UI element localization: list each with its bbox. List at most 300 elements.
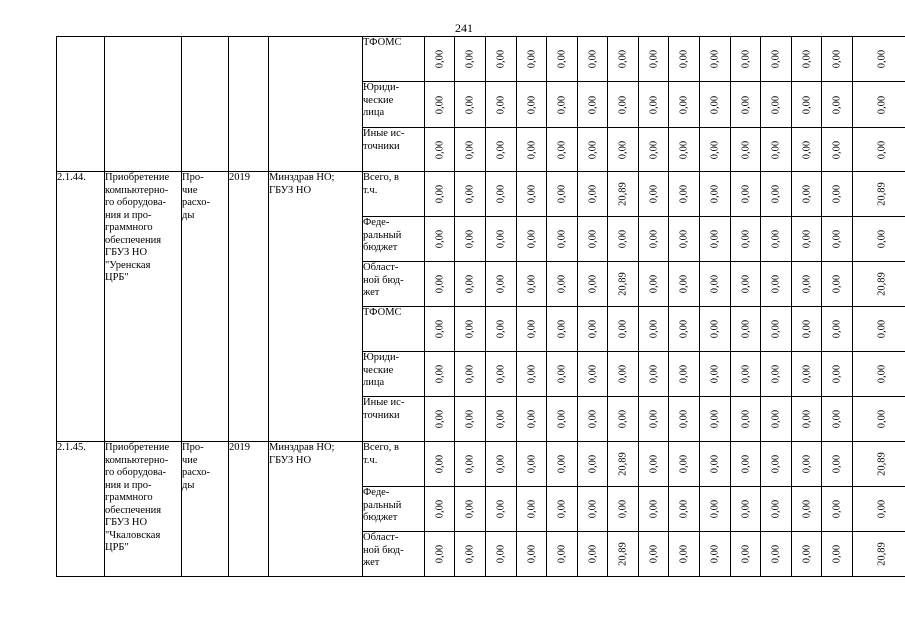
value-text: 0,00 bbox=[770, 140, 782, 159]
value-cell bbox=[486, 82, 517, 128]
value-text: 0,00 bbox=[556, 499, 568, 519]
value-text: 20,89 bbox=[617, 452, 629, 476]
item-title-cell bbox=[105, 37, 182, 172]
value-cell bbox=[761, 532, 792, 577]
value-text: 0,00 bbox=[587, 409, 598, 429]
value-cell bbox=[455, 532, 486, 577]
value-text: 0,00 bbox=[770, 229, 782, 249]
value-cell bbox=[578, 442, 608, 487]
item-title-cell: Приобретение компьютерно- го оборудова- ния и про- граммного обеспечения ГБУЗ НО "Чкаловская ЦРБ" bbox=[105, 442, 182, 577]
value-cell bbox=[608, 307, 639, 352]
value-text: 0,00 bbox=[876, 229, 887, 249]
value-text: 0,00 bbox=[876, 95, 887, 114]
value-text: 0,00 bbox=[556, 454, 568, 474]
value-text: 0,00 bbox=[770, 274, 782, 294]
row-total-value bbox=[853, 217, 905, 262]
value-text: 20,89 bbox=[617, 182, 629, 206]
value-cell bbox=[547, 37, 578, 82]
value-cell bbox=[669, 352, 700, 397]
funding-source-cell: Всего, в т.ч. bbox=[363, 172, 425, 217]
value-text: 0,00 bbox=[709, 49, 721, 69]
value-cell bbox=[731, 37, 761, 82]
value-text: 0,00 bbox=[709, 274, 721, 294]
value-text: 0,00 bbox=[740, 95, 751, 114]
value-text: 0,00 bbox=[709, 184, 721, 204]
value-cell bbox=[792, 532, 822, 577]
value-cell bbox=[425, 352, 455, 397]
value-cell bbox=[731, 262, 761, 307]
value-text: 0,00 bbox=[587, 319, 598, 339]
value-text: 0,00 bbox=[587, 499, 598, 519]
value-text: 0,00 bbox=[495, 319, 507, 339]
value-cell bbox=[578, 172, 608, 217]
value-cell bbox=[455, 442, 486, 487]
value-cell bbox=[547, 442, 578, 487]
value-text: 0,00 bbox=[678, 95, 690, 114]
item-number-cell: 2.1.44. bbox=[57, 172, 105, 442]
value-text: 0,00 bbox=[770, 499, 782, 519]
value-cell bbox=[517, 217, 547, 262]
expense-type-cell: Про- чие расхо- ды bbox=[182, 172, 229, 442]
value-text: 0,00 bbox=[831, 364, 843, 384]
value-cell bbox=[669, 487, 700, 532]
value-text: 0,00 bbox=[526, 95, 537, 114]
value-text: 0,00 bbox=[434, 409, 445, 429]
value-text: 0,00 bbox=[617, 229, 629, 249]
value-cell bbox=[486, 352, 517, 397]
value-text: 0,00 bbox=[495, 454, 507, 474]
funding-source-cell: Юриди- ческие лица bbox=[363, 82, 425, 128]
item-number-cell: 2.1.45. bbox=[57, 442, 105, 577]
value-cell bbox=[639, 352, 669, 397]
value-text: 0,00 bbox=[648, 454, 659, 474]
value-text: 0,00 bbox=[526, 229, 537, 249]
value-text: 0,00 bbox=[556, 49, 568, 69]
value-cell bbox=[822, 352, 853, 397]
value-cell bbox=[425, 397, 455, 442]
value-text: 0,00 bbox=[801, 409, 812, 429]
value-text: 0,00 bbox=[801, 499, 812, 519]
value-text: 0,00 bbox=[831, 274, 843, 294]
value-cell bbox=[731, 307, 761, 352]
value-cell bbox=[517, 262, 547, 307]
value-cell bbox=[639, 397, 669, 442]
value-cell bbox=[669, 217, 700, 262]
value-cell bbox=[547, 82, 578, 128]
value-text: 0,00 bbox=[770, 319, 782, 339]
row-total-value bbox=[853, 262, 905, 307]
value-text: 0,00 bbox=[740, 544, 751, 564]
value-text: 0,00 bbox=[587, 229, 598, 249]
value-cell bbox=[822, 82, 853, 128]
value-cell bbox=[731, 442, 761, 487]
value-text: 0,00 bbox=[587, 544, 598, 564]
value-cell bbox=[425, 442, 455, 487]
value-cell bbox=[608, 352, 639, 397]
value-text: 0,00 bbox=[464, 95, 476, 114]
value-text: 0,00 bbox=[526, 409, 537, 429]
value-cell bbox=[792, 397, 822, 442]
row-total-value bbox=[853, 352, 905, 397]
value-cell bbox=[792, 128, 822, 172]
value-text: 0,00 bbox=[434, 454, 445, 474]
value-cell bbox=[455, 172, 486, 217]
value-cell bbox=[547, 262, 578, 307]
row-total-value bbox=[853, 397, 905, 442]
value-text: 20,89 bbox=[876, 542, 887, 566]
value-cell bbox=[486, 217, 517, 262]
row-total-value bbox=[853, 37, 905, 82]
value-text: 0,00 bbox=[464, 274, 476, 294]
value-text: 0,00 bbox=[709, 454, 721, 474]
value-text: 0,00 bbox=[801, 49, 812, 69]
row-total-value bbox=[853, 128, 905, 172]
row-total-value bbox=[853, 307, 905, 352]
value-text: 0,00 bbox=[617, 140, 629, 159]
row-total-value bbox=[853, 532, 905, 577]
value-cell bbox=[578, 532, 608, 577]
value-text: 0,00 bbox=[648, 229, 659, 249]
value-cell bbox=[425, 262, 455, 307]
value-text: 0,00 bbox=[434, 95, 445, 114]
row-total-value bbox=[853, 172, 905, 217]
value-cell bbox=[455, 262, 486, 307]
value-text: 0,00 bbox=[770, 95, 782, 114]
value-cell bbox=[639, 442, 669, 487]
value-cell bbox=[608, 262, 639, 307]
value-cell bbox=[822, 262, 853, 307]
value-cell bbox=[700, 262, 731, 307]
value-text: 0,00 bbox=[617, 95, 629, 114]
value-text: 0,00 bbox=[434, 499, 445, 519]
value-text: 0,00 bbox=[740, 364, 751, 384]
value-cell bbox=[578, 352, 608, 397]
value-text: 0,00 bbox=[876, 364, 887, 384]
value-cell bbox=[608, 487, 639, 532]
value-text: 0,00 bbox=[648, 49, 659, 69]
value-cell bbox=[639, 37, 669, 82]
value-cell bbox=[639, 307, 669, 352]
value-text: 0,00 bbox=[495, 544, 507, 564]
budget-table bbox=[56, 36, 905, 577]
value-cell bbox=[639, 217, 669, 262]
value-cell bbox=[792, 217, 822, 262]
value-text: 0,00 bbox=[770, 454, 782, 474]
value-text: 0,00 bbox=[740, 49, 751, 69]
value-cell bbox=[700, 217, 731, 262]
value-text: 0,00 bbox=[587, 184, 598, 204]
value-cell bbox=[669, 262, 700, 307]
value-cell bbox=[608, 217, 639, 262]
value-cell bbox=[578, 128, 608, 172]
value-cell bbox=[822, 487, 853, 532]
value-text: 0,00 bbox=[526, 274, 537, 294]
value-cell bbox=[822, 307, 853, 352]
value-text: 0,00 bbox=[831, 184, 843, 204]
funding-source-cell: ТФОМС bbox=[363, 37, 425, 82]
value-cell bbox=[822, 397, 853, 442]
funding-source-cell: Област- ной бюд- жет bbox=[363, 262, 425, 307]
value-cell bbox=[761, 487, 792, 532]
value-cell bbox=[486, 397, 517, 442]
value-cell bbox=[486, 487, 517, 532]
value-text: 0,00 bbox=[770, 544, 782, 564]
value-cell bbox=[792, 487, 822, 532]
value-cell bbox=[608, 37, 639, 82]
value-text: 0,00 bbox=[678, 454, 690, 474]
value-text: 0,00 bbox=[678, 409, 690, 429]
row-total-value bbox=[853, 82, 905, 128]
value-text: 0,00 bbox=[740, 319, 751, 339]
value-cell bbox=[486, 307, 517, 352]
value-text: 0,00 bbox=[709, 364, 721, 384]
value-text: 0,00 bbox=[801, 454, 812, 474]
value-cell bbox=[608, 172, 639, 217]
value-cell bbox=[700, 352, 731, 397]
value-text: 0,00 bbox=[434, 229, 445, 249]
value-cell bbox=[669, 442, 700, 487]
value-text: 0,00 bbox=[709, 544, 721, 564]
year-cell: 2019 bbox=[229, 442, 269, 577]
value-text: 0,00 bbox=[556, 544, 568, 564]
value-text: 0,00 bbox=[648, 499, 659, 519]
value-text: 0,00 bbox=[740, 274, 751, 294]
value-cell bbox=[425, 82, 455, 128]
value-text: 0,00 bbox=[526, 544, 537, 564]
value-text: 0,00 bbox=[876, 140, 887, 159]
value-cell bbox=[578, 82, 608, 128]
value-cell bbox=[639, 128, 669, 172]
value-cell bbox=[547, 128, 578, 172]
value-cell bbox=[761, 307, 792, 352]
value-text: 0,00 bbox=[587, 454, 598, 474]
value-text: 0,00 bbox=[587, 95, 598, 114]
value-text: 0,00 bbox=[434, 274, 445, 294]
value-text: 0,00 bbox=[876, 49, 887, 69]
value-cell bbox=[517, 352, 547, 397]
table-row bbox=[57, 442, 905, 487]
value-cell bbox=[669, 37, 700, 82]
value-cell bbox=[486, 442, 517, 487]
value-cell bbox=[578, 217, 608, 262]
value-text: 0,00 bbox=[587, 140, 598, 159]
value-cell bbox=[822, 37, 853, 82]
funding-source-cell: Област- ной бюд- жет bbox=[363, 532, 425, 577]
value-text: 0,00 bbox=[801, 184, 812, 204]
value-text: 0,00 bbox=[556, 409, 568, 429]
value-cell bbox=[578, 397, 608, 442]
value-cell bbox=[761, 217, 792, 262]
value-cell bbox=[700, 307, 731, 352]
value-cell bbox=[700, 487, 731, 532]
value-cell bbox=[700, 82, 731, 128]
value-cell bbox=[608, 442, 639, 487]
value-text: 0,00 bbox=[495, 229, 507, 249]
value-cell bbox=[761, 262, 792, 307]
value-text: 0,00 bbox=[831, 229, 843, 249]
value-cell bbox=[822, 532, 853, 577]
value-text: 0,00 bbox=[617, 49, 629, 69]
value-cell bbox=[761, 442, 792, 487]
value-text: 0,00 bbox=[495, 499, 507, 519]
value-text: 0,00 bbox=[678, 140, 690, 159]
value-text: 0,00 bbox=[831, 499, 843, 519]
value-text: 20,89 bbox=[876, 452, 887, 476]
value-cell bbox=[669, 307, 700, 352]
value-cell bbox=[731, 82, 761, 128]
value-text: 0,00 bbox=[587, 49, 598, 69]
value-cell bbox=[425, 307, 455, 352]
value-cell bbox=[731, 532, 761, 577]
value-text: 0,00 bbox=[801, 140, 812, 159]
value-text: 0,00 bbox=[556, 229, 568, 249]
value-text: 0,00 bbox=[678, 319, 690, 339]
value-text: 0,00 bbox=[831, 409, 843, 429]
value-text: 0,00 bbox=[617, 364, 629, 384]
value-text: 0,00 bbox=[556, 364, 568, 384]
value-cell bbox=[731, 397, 761, 442]
value-text: 0,00 bbox=[801, 364, 812, 384]
value-text: 0,00 bbox=[801, 319, 812, 339]
value-text: 0,00 bbox=[556, 140, 568, 159]
value-text: 0,00 bbox=[434, 49, 445, 69]
value-text: 0,00 bbox=[495, 274, 507, 294]
value-cell bbox=[792, 352, 822, 397]
value-text: 0,00 bbox=[495, 364, 507, 384]
value-text: 0,00 bbox=[678, 229, 690, 249]
value-text: 0,00 bbox=[648, 409, 659, 429]
value-cell bbox=[608, 128, 639, 172]
value-text: 0,00 bbox=[587, 364, 598, 384]
value-cell bbox=[700, 172, 731, 217]
value-cell bbox=[517, 532, 547, 577]
value-text: 0,00 bbox=[648, 364, 659, 384]
value-text: 0,00 bbox=[648, 544, 659, 564]
value-text: 0,00 bbox=[831, 49, 843, 69]
value-text: 0,00 bbox=[648, 319, 659, 339]
value-cell bbox=[578, 307, 608, 352]
funding-source-cell: Всего, в т.ч. bbox=[363, 442, 425, 487]
value-cell bbox=[486, 172, 517, 217]
value-cell bbox=[486, 262, 517, 307]
table-row bbox=[57, 37, 905, 82]
value-text: 0,00 bbox=[464, 140, 476, 159]
value-cell bbox=[517, 82, 547, 128]
value-cell bbox=[425, 128, 455, 172]
value-cell bbox=[455, 352, 486, 397]
table-row bbox=[57, 172, 905, 217]
value-text: 0,00 bbox=[801, 229, 812, 249]
value-text: 0,00 bbox=[464, 409, 476, 429]
value-cell bbox=[700, 442, 731, 487]
value-text: 0,00 bbox=[617, 499, 629, 519]
value-cell bbox=[700, 532, 731, 577]
executor-cell: Минздрав НО; ГБУЗ НО bbox=[269, 442, 363, 577]
value-text: 0,00 bbox=[876, 409, 887, 429]
value-text: 0,00 bbox=[770, 184, 782, 204]
value-cell bbox=[639, 82, 669, 128]
funding-source-cell: ТФОМС bbox=[363, 307, 425, 352]
value-text: 0,00 bbox=[526, 49, 537, 69]
value-cell bbox=[792, 82, 822, 128]
value-text: 0,00 bbox=[526, 140, 537, 159]
value-text: 0,00 bbox=[740, 499, 751, 519]
item-number-cell bbox=[57, 37, 105, 172]
value-cell bbox=[547, 307, 578, 352]
row-total-value bbox=[853, 487, 905, 532]
value-cell bbox=[455, 307, 486, 352]
value-text: 0,00 bbox=[648, 140, 659, 159]
value-cell bbox=[486, 37, 517, 82]
value-text: 0,00 bbox=[678, 364, 690, 384]
value-cell bbox=[822, 217, 853, 262]
funding-source-cell: Юриди- ческие лица bbox=[363, 352, 425, 397]
value-text: 0,00 bbox=[770, 49, 782, 69]
value-text: 0,00 bbox=[434, 364, 445, 384]
value-text: 0,00 bbox=[434, 140, 445, 159]
value-cell bbox=[455, 37, 486, 82]
value-cell bbox=[517, 172, 547, 217]
executor-cell: Минздрав НО; ГБУЗ НО bbox=[269, 172, 363, 442]
value-cell bbox=[455, 397, 486, 442]
value-text: 0,00 bbox=[678, 274, 690, 294]
value-text: 0,00 bbox=[678, 544, 690, 564]
value-text: 0,00 bbox=[556, 95, 568, 114]
value-text: 0,00 bbox=[556, 184, 568, 204]
value-cell bbox=[669, 397, 700, 442]
value-cell bbox=[639, 487, 669, 532]
value-text: 0,00 bbox=[678, 184, 690, 204]
value-cell bbox=[792, 172, 822, 217]
value-text: 20,89 bbox=[876, 272, 887, 296]
value-text: 0,00 bbox=[831, 319, 843, 339]
value-text: 0,00 bbox=[464, 319, 476, 339]
value-text: 0,00 bbox=[678, 499, 690, 519]
value-cell bbox=[761, 82, 792, 128]
value-cell bbox=[669, 172, 700, 217]
value-text: 0,00 bbox=[526, 184, 537, 204]
value-cell bbox=[517, 37, 547, 82]
value-text: 0,00 bbox=[831, 95, 843, 114]
value-cell bbox=[731, 172, 761, 217]
row-total-value bbox=[853, 442, 905, 487]
value-cell bbox=[547, 487, 578, 532]
value-text: 0,00 bbox=[617, 409, 629, 429]
value-cell bbox=[455, 217, 486, 262]
value-cell bbox=[822, 172, 853, 217]
value-text: 0,00 bbox=[648, 184, 659, 204]
value-text: 0,00 bbox=[464, 454, 476, 474]
value-cell bbox=[517, 128, 547, 172]
value-text: 0,00 bbox=[526, 319, 537, 339]
value-cell bbox=[792, 262, 822, 307]
value-text: 0,00 bbox=[740, 454, 751, 474]
value-text: 0,00 bbox=[464, 229, 476, 249]
value-cell bbox=[700, 128, 731, 172]
value-text: 0,00 bbox=[801, 95, 812, 114]
value-cell bbox=[731, 217, 761, 262]
value-cell bbox=[578, 487, 608, 532]
value-cell bbox=[455, 82, 486, 128]
value-text: 20,89 bbox=[617, 542, 629, 566]
value-cell bbox=[639, 172, 669, 217]
value-cell bbox=[761, 397, 792, 442]
funding-source-cell: Иные ис- точники bbox=[363, 128, 425, 172]
value-cell bbox=[608, 82, 639, 128]
executor-cell bbox=[269, 37, 363, 172]
value-text: 0,00 bbox=[770, 409, 782, 429]
value-text: 0,00 bbox=[495, 49, 507, 69]
